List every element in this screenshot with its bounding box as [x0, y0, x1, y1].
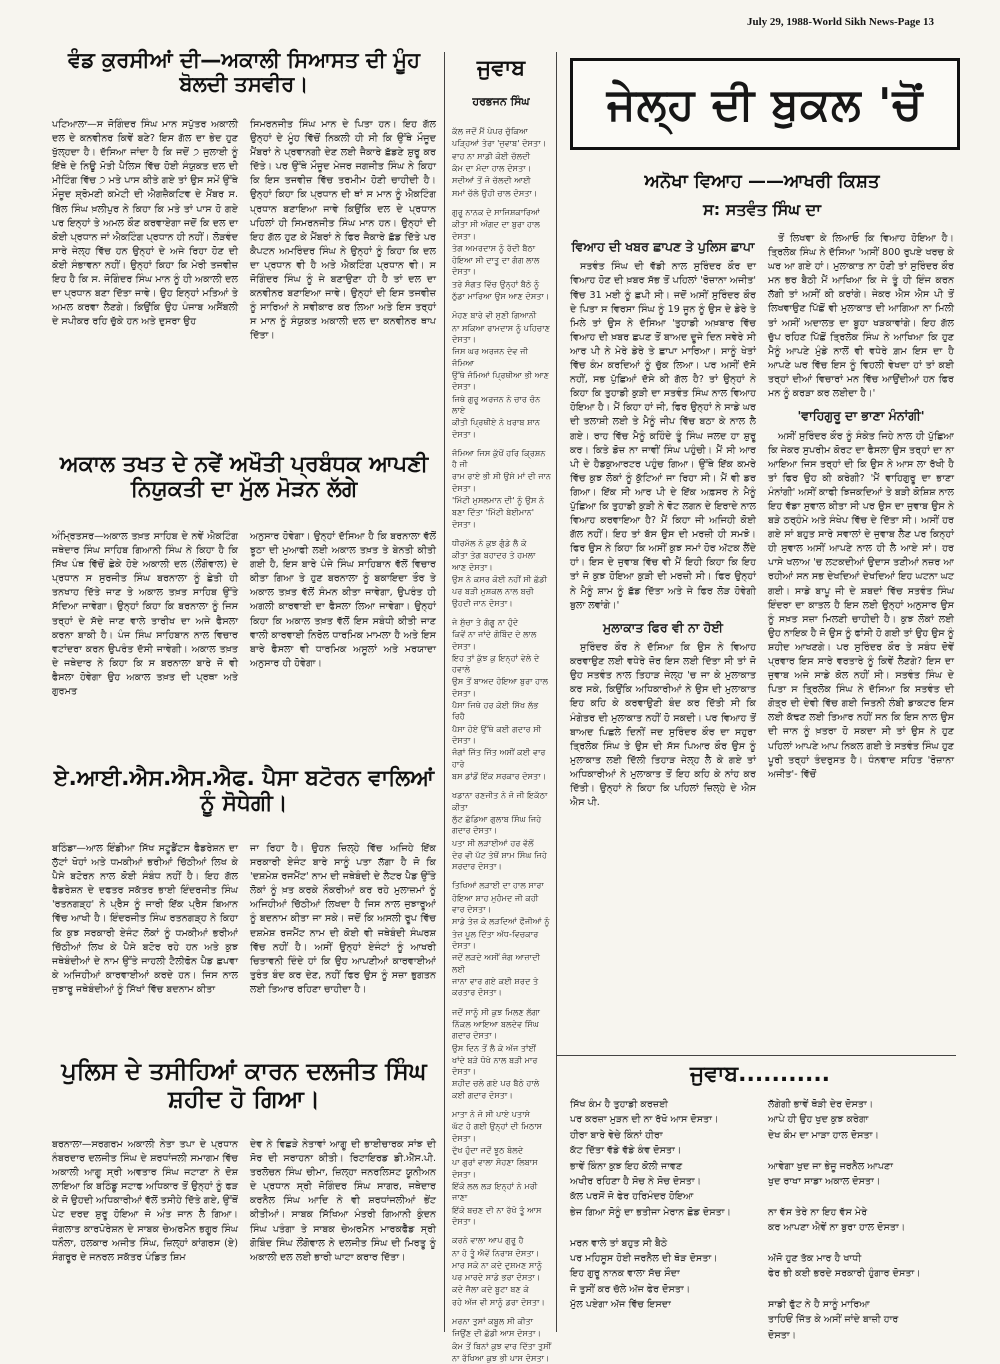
poem-stanza [452, 1235, 552, 1308]
headline-aissf: ਏ.ਆਈ.ਐਸ.ਐਸ.ਐਫ. ਪੈਸਾ ਬਟੋਰਨ ਵਾਲਿਆਂ ਨੂੰ ਸੋਧੇਗੀ। [53, 766, 435, 817]
poem-line: ਘੱਟ ਹੋ ਗਈ ਉਨ੍ਹਾਂ ਦੀ ਮਿਠਾਸ ਦੋਸਤਾ। [452, 1121, 543, 1143]
poem-stanza [452, 1007, 552, 1102]
poem-stanza [452, 880, 552, 998]
poem-stanza [452, 310, 552, 439]
poem-line: ਵਾਹ ਨਾ ਸਾਡੀ ਕੋਈ ਚੱਲਦੀ [452, 150, 531, 161]
poem-line [768, 1237, 954, 1251]
poem-line: ਖਡਾਨਾ ਰਣਜੀਤ ਨੇ ਜੋ ਜੀ ਇਕੱਠਾ ਕੀਤਾ [452, 790, 548, 812]
jail-para-4: ਅਸੀਂ ਸੁਰਿੰਦਰ ਕੌਰ ਨੂੰ ਸੰਕੇਤ ਜਿਹੇ ਨਾਲ ਹੀ ਪੁੱਛਿਆ ਕਿ ਜੇਕਰ ਸੁਪਰੀਮ ਕੋਰਟ ਦਾ ਫੈਸਲਾ ਉਸ ਤਰ੍ਹਾਂ ਦਾ ਨਾ ਆਇਆ ਜਿਸ ਤਰ੍ਹਾਂ ਦੀ ਕਿ ਉਸ ਨੇ ਆਸ ਲਾ ਰੱਖੀ ਹੈ ਤਾਂ ਫਿਰ ਉਹ ਕੀ ਕਰੇਗੀ? 'ਮੈਂ ਵਾਹਿਗੁਰੂ ਦਾ ਭਾਣਾ ਮੰਨਾਂਗੀ' ਅਸੀਂ ਕਾਫੀ ਝਿਜਕਦਿਆਂ ਤੇ ਬੜੀ ਕੋਸ਼ਿਸ਼ ਨਾਲ ਇਹ ਵੱਡਾ ਸੁਵਾਲ ਕੀਤਾ ਸੀ ਪਰ ਉਸ ਦਾ ਜੁਵਾਬ ਉਸ ਨੇ ਬੜੇ ਠਰ੍ਹੰਮੇ ਅਤੇ ਸੰਖੇਪ ਵਿੱਚ ਦੇ ਦਿੱਤਾ ਸੀ। ਅਸੀਂ ਹਰ ਗਏ ਸਾਂ ਬਹੁਤ ਸਾਰੇ ਸਵਾਲਾਂ ਦੇ ਜੁਵਾਬ ਲੈਣ ਪਰ ਕਿਨ੍ਹਾਂ ਹੀ ਸੁਵਾਲ ਅਸੀਂ ਆਪਣੇ ਨਾਲ ਹੀ ਲੈ ਆਏ ਸਾਂ। ਹਰ ਪਾਸੇ ਖਲਾਅ 'ਚ ਲਟਕਦੀਆਂ ਉਦਾਸ ਤਣੀਆਂ ਨਜ਼ਰ ਆ ਰਹੀਆਂ ਸਨ ਸਭ ਦੇਖਦਿਆਂ ਦੇਖਦਿਆਂ ਇਹ ਘਟਨਾ ਘਟ ਗਈ। ਸਾਡੇ ਬਾਪੂ ਜੀ ਦੇ ਸ਼ਬਦਾਂ ਵਿੱਚ ਸਤਵੰਤ ਸਿੰਘ ਇੰਦਰਾ ਦਾ ਕਾਤਲ ਹੈ ਇਸ ਲਈ ਉਨ੍ਹਾਂ ਅਨੁਸਾਰ ਉਸ ਨੂੰ ਸਖ਼ਤ ਸਜ਼ਾ ਮਿਲਣੀ ਚਾਹੀਦੀ ਹੈ। ਕੁਝ ਲੋਕਾਂ ਲਈ ਉਹ ਨਾਇਕ ਹੈ ਜੋ ਉਸ ਨੂੰ ਫਾਂਸੀ ਹੋ ਗਈ ਤਾਂ ਉਹ ਉਸ ਨੂੰ ਸ਼ਹੀਦ ਆਖਣਗੇ। ਪਰ ਸੁਰਿੰਦਰ ਕੌਰ ਤੇ ਸਬੰਧ ਦੋਵੇਂ ਪ੍ਰਵਾਰ ਇਸ ਸਾਰੇ ਵਰਤਾਰੇ ਨੂੰ ਕਿਵੇਂ ਲੈਣਗੇ? ਇਸ ਦਾ ਜੁਵਾਬ ਅਜੇ ਸਾਡੇ ਕੋਲ ਨਹੀਂ ਸੀ। ਸਤਵੰਤ ਸਿੰਘ ਦੇ ਪਿਤਾ ਸ ਤ੍ਰਿਲੋਕ ਸਿੰਘ ਨੇ ਦੱਸਿਆ ਕਿ ਸਤਵੰਤ ਦੀ ਗੋਤ੍ਰ ਦੀ ਦੇਵੀ ਵਿੱਚ ਗਈ ਜਿਤਨੀ ਲੰਬੀ ਡਾਕਟਰ ਇਸ ਲਈ ਕੱਢਣ ਲਈ ਤਿਆਰ ਨਹੀਂ ਸਨ ਕਿ ਇਸ ਨਾਲ ਉਸ ਦੀ ਜਾਨ ਨੂੰ ਖ਼ਤਰਾ ਹੋ ਸਕਦਾ ਸੀ ਤਾਂ ਉਸ ਨੇ ਹੁਣ ਪਹਿਲਾਂ ਆਪਣੇ ਆਪ ਨਿਕਲ ਗਈ ਤੇ ਸਤਵੰਤ ਸਿੰਘ ਹੁਣ ਪੂਰੀ ਤਰ੍ਹਾਂ ਤੰਦਰੁਸਤ ਹੈ। ਧੰਨਵਾਦ ਸਹਿਤ 'ਰੋਜ਼ਾਨਾ ਅਜੀਤ'- ਵਿੱਚੋਂ [768, 430, 954, 780]
poem-line: ਸਾਡੇ ਤੇਜ਼ ਕੇ ਲੜਦਿਆਂ ਫੌਜੀਆਂ ਨੂੰ [452, 916, 550, 927]
poem-line: 'ਮਿੱਟੀ ਮੁਸਲਮਾਨ ਦੀ' ਨੂੰ ਉਸ ਨੇ [452, 495, 545, 506]
poem-line: ਤੇਜ਼ ਪੂਲ ਦਿੱਤਾ ਅੱਧ-ਵਿਚਕਾਰ ਦੋਸਤਾ। [452, 928, 539, 950]
jail-series-title: ਅਨੋਖਾ ਵਿਆਹ ——ਆਖਰੀ ਕਿਸ਼ਤ [644, 171, 880, 192]
article-police-col1: ਬਰਨਾਲਾ—ਸਰਗਰਮ ਅਕਾਲੀ ਨੇਤਾ ਤਪਾ ਦੇ ਪ੍ਰਧਾਨ ਨੰਬਰਦਾਰ ਦਲਜੀਤ ਸਿੰਘ ਦੇ ਸ਼ਰਧਾਂਜਲੀ ਸਮਾਗਮ ਵਿੱਚ ਅਕਾਲੀ ਆਗੂ ਸ੍ਰੀ ਅਵਤਾਰ ਸਿੰਘ ਜਟਾਣਾ ਨੇ ਦੋਸ਼ ਲਾਇਆ ਕਿ ਬਠਿੰਡੂ ਸਟਾਫ ਅਧਿਕਾਰ ਤੋਂ ਉਨ੍ਹਾਂ ਨੂੰ ਫੜ ਕੇ ਜੋ ਉਹਦੀ ਅਧਿਕਾਰੀਆਂ ਵੱਲੋਂ ਤਸੀਹੇ ਦਿੱਤੇ ਗਏ, ਉੱਥੋਂ ਪੇਟ ਦਰਦ ਸ਼ੁਰੂ ਹੋਇਆ ਜੋ ਅੰਤ ਜਾਨ ਲੈ ਗਿਆ। ਜੰਗਲਾਤ ਕਾਰਪੋਰੇਸ਼ਨ ਦੇ ਸਾਬਕ ਚੇਅਰਮੈਨ ਭਗੂਰ ਸਿੰਘ ਧਨੌਲਾ, ਹਲਕਾਰ ਅਜੀਤ ਸਿੰਘ, ਜ਼ਿਲ੍ਹਾਂ ਕਾਂਗਰਸ (ਏ) ਸੰਗਰੂਰ ਦੇ ਜਨਰਲ ਸਕੱਤਰ ਪੰਡਿਤ ਸ਼ਿਮ [52, 1139, 238, 1263]
poem-line: ਉਸ ਨੇ ਕਸਰ ਕੋਈ ਨਹੀਂ ਸੀ ਛੱਡੀ [452, 573, 548, 584]
poem-line: ਕੱਟ ਦਿੱਤਾ ਵੱਡੇ ਵੱਡੇ ਕੰਵ ਦੋਸਤਾ। [570, 1145, 682, 1157]
poem-line: ਕੱਲ ਪਰਸੋਂ ਜੋ ਫੇਰ ਹਰਿਮੰਦਰ ਹੋਇਆ [570, 1191, 694, 1203]
poem-line: ਰਹੇ ਅੱਜ ਵੀ ਸਾਨੂੰ ਡਰਾ ਦੋਸਤਾ। [452, 1296, 545, 1307]
article-takht [52, 530, 436, 748]
poem-line: ਪੈਸਾ ਹੋਏ ਉੱਥੇ ਕਈ ਗਦਾਰ ਸੀ ਦੋਸਤਾ। [452, 723, 542, 745]
poem-line: ਜਿਸ ਘਰ ਅਰਜਨ ਦੇਵ ਜੀ ਜੰਮਿਆ [452, 346, 528, 368]
poem-line: ਲੁੱਟ ਛੱਡਿਆ ਗੁਲਾਬ ਸਿੰਘ ਜਿਹੇ ਗਦਾਰ ਦੋਸਤਾ। [452, 813, 542, 836]
jail-subhead-3: 'ਵਾਹਿਗੁਰੂ ਦਾ ਭਾਣਾ ਮੰਨਾਂਗੀ' [797, 408, 925, 424]
headline-takht: ਅਕਾਲ ਤਖਤ ਦੇ ਨਵੇਂ ਅਖੌਤੀ ਪ੍ਰਬੰਧਕ ਆਪਣੀ ਨਿਯੁਕਤੀ ਦਾ ਮੁੱਲ ਮੋੜਨ ਲੱਗੇ [59, 452, 429, 503]
poem-line: ਪਰ ਮਾਰਦੇ ਸਾਡੇ ਭਰਾ ਦੋਸਤਾ। [452, 1272, 541, 1283]
article-takht-col1: ਅੰਮ੍ਰਿਤਸਰ—ਅਕਾਲ ਤਖ਼ਤ ਸਾਹਿਬ ਦੇ ਨਵੇਂ ਐਕਟਿੰਗ ਜਥੇਦਾਰ ਸਿੰਘ ਸਾਹਿਬ ਗਿਆਨੀ ਸਿੰਘ ਨੇ ਕਿਹਾ ਹੈ ਕਿ ਸਿੱਖ ਪੰਥ ਵਿੱਚੋਂ ਛੇਕੇ ਹੋਏ ਅਕਾਲੀ ਦਲ (ਲੌਂਗੋਵਾਲ) ਦੇ ਪ੍ਰਧਾਨ ਸ ਸੁਰਜੀਤ ਸਿੰਘ ਬਰਨਾਲਾ ਨੂੰ ਛੇਤੀ ਹੀ ਤਨਖਾਹ ਦਿੱਤੇ ਜਾਣ ਤੇ ਅਕਾਲ ਤਖ਼ਤ ਸਾਹਿਬ ਉੱਤੇ ਸੱਦਿਆ ਜਾਵੇਗਾ। ਉਨ੍ਹਾਂ ਕਿਹਾ ਕਿ ਬਰਨਾਲਾ ਨੂੰ ਜਿਸ ਤਰ੍ਹਾਂ ਦੇ ਸੱਦੇ ਜਾਣ ਵਾਲੇ ਤਾਰੀਖ ਦਾ ਅਜੇ ਫੈਸਲਾ ਕਰਨਾ ਬਾਕੀ ਹੈ। ਪੰਜ ਸਿੰਘ ਸਾਹਿਬਾਨ ਨਾਲ ਵਿਚਾਰ ਵਟਾਂਦਰਾ ਕਰਨ ਉਪਰੰਤ ਦੱਸੀ ਜਾਵੇਗੀ। ਅਕਾਲ ਤਖ਼ਤ ਦੇ ਜਥੇਦਾਰ ਨੇ ਕਿਹਾ ਕਿ ਸ ਬਰਨਾਲਾ ਬਾਰੇ ਜੋ ਵੀ ਫੈਸਲਾ ਹੋਵੇਗਾ ਉਹ ਅਕਾਲ ਤਖ਼ਤ ਦੀ ਪ੍ਰਥਾ ਅਤੇ ਗੁਰਮਤ [52, 531, 238, 698]
poem-bottom-col2 [768, 1098, 954, 1341]
article-police [52, 1138, 436, 1338]
poem-line: ਜੋ ਤੁਸੀਂ ਕਰ ਚੱਲੇ ਅੱਜ ਫੇਰ ਦੋਸਤਾ। [570, 1283, 691, 1295]
article-aissf-col2: ਜਾ ਰਿਹਾ ਹੈ। ਉਹਨ ਜ਼ਿਲ੍ਹੇ ਵਿੱਚ ਅਜਿਹੇ ਇੱਕ ਸਰਕਾਰੀ ਏਜੰਟ ਬਾਰੇ ਸਾਨੂੰ ਪਤਾ ਲੱਗਾ ਹੈ ਜੋ ਕਿ 'ਦਸ਼ਮੇਸ਼ ਰਜਮੈਂਟ' ਨਾਮ ਦੀ ਜਥੇਬੰਦੀ ਦੇ ਲੈਟਰ ਪੈਡ ਉੱਤੇ ਲੋਕਾਂ ਨੂੰ ਖ਼ਤ ਕਰਕੇ ਨੌਕਰੀਆਂ ਕਰ ਰਹੇ ਮੁਲਾਜ਼ਮਾਂ ਨੂੰ ਅਜਿਹੀਆਂ ਚਿੱਠੀਆਂ ਲਿਖਦਾ ਹੈ ਜਿਸ ਨਾਲ ਜੁਝਾਰੂਆਂ ਨੂੰ ਬਦਨਾਮ ਕੀਤਾ ਜਾ ਸਕੇ। ਜਦੋਂ ਕਿ ਅਸਲੀ ਰੂਪ ਵਿੱਚ ਦਸ਼ਮੇਸ਼ ਰਜਮੈਂਟ ਨਾਮ ਦੀ ਕੋਈ ਵੀ ਜਥੇਬੰਦੀ ਸੰਘਰਸ਼ ਵਿੱਚ ਨਹੀਂ ਹੈ। ਅਸੀਂ ਉਨ੍ਹਾਂ ਏਜੰਟਾਂ ਨੂੰ ਆਖਰੀ ਚਿਤਾਵਨੀ ਦਿੰਦੇ ਹਾਂ ਕਿ ਉਹ ਆਪਣੀਆਂ ਕਾਰਵਾਈਆਂ ਤੁਰੰਤ ਬੰਦ ਕਰ ਦੇਣ, ਨਹੀਂ ਫਿਰ ਉਸ ਨੂੰ ਸਜ਼ਾ ਭੁਗਤਨ ਲਈ ਤਿਆਰ ਰਹਿਣਾ ਚਾਹੀਦਾ ਹੈ। [250, 843, 436, 995]
poem-line: ਮਰਨ ਵਾਲੇ ਤਾਂ ਬਹੁਤ ਸੀ ਬੈਠੇ [570, 1237, 668, 1249]
poem-line [570, 1221, 756, 1235]
poem-line: ਪਰ ਬੜੀ ਮੁਸ਼ਕਲ ਨਾਲ ਬਚੀ ਉਹਦੀ ਜਾਨ ਦੋਸਤਾ। [452, 586, 534, 608]
poem-line: ਮਰਨਾ ਤੁਸਾਂ ਕਬੂਲ ਸੀ ਕੀਤਾ [452, 1316, 534, 1327]
poem-bottom-title: ਜੁਵਾਬ........... [689, 1062, 831, 1087]
poem-line: ਪਰ ਕਰਜ਼ਾ ਮੁੜਨ ਦੀ ਨਾ ਰੱਖੋ ਆਸ ਦੋਸਤਾ। [570, 1114, 719, 1126]
poem-line: ਕਿਵੇਂ ਨਾ ਜਾਂਦੇ ਗੋਬਿੰਦ ਦੇ ਲਾਲ ਦੋਸਤਾ। [452, 629, 537, 651]
jail-para-3: ਤੋਂ ਲਿਖਵਾ ਕੇ ਲਿਆਓ ਕਿ ਵਿਆਹ ਹੋਇਆ ਹੈ। ਤ੍ਰਿਲੋਕ ਸਿੰਘ ਨੇ ਦੱਸਿਆ 'ਅਸੀਂ 800 ਰੁਪਏ ਖਰਚ ਕੇ ਘਰ ਆ ਗਏ ਹਾਂ। ਮੁਲਾਕਾਤ ਨਾ ਹੋਣੀ ਤਾਂ ਸੁਰਿੰਦਰ ਕੌਰ ਮਨ ਭਰ ਬੈਠੀ ਮੈਂ ਆਖਿਆ ਕਿ ਜੇ ਤੂੰ ਹੀ ਇੰਜ ਕਰਨ ਲੱਗੀ ਤਾਂ ਅਸੀਂ ਕੀ ਕਰਾਂਗੇ। ਜੇਕਰ ਐਸ ਐਸ ਪੀ ਤੋਂ ਲਿਖਵਾਉਣ ਪਿੱਛੋਂ ਵੀ ਮੁਲਾਕਾਤ ਦੀ ਆਗਿਆ ਨਾ ਮਿਲੀ ਤਾਂ ਅਸੀਂ ਅਦਾਲਤ ਦਾ ਬੂਹਾ ਖੜਕਾਵਾਂਗੇ। ਇਹ ਗੱਲ ਚੁੱਪ ਰਹਿਣ ਪਿੱਛੋਂ ਤ੍ਰਿਲੋਕ ਸਿੰਘ ਨੇ ਆਖਿਆ ਕਿ ਹੁਣ ਮੈਨੂੰ ਆਪਣੇ ਮੁੰਡੇ ਨਾਲੋਂ ਵੀ ਵਧੇਰੇ ਗ਼ਮ ਇਸ ਦਾ ਹੈ ਆਪਣੇ ਘਰ ਵਿੱਚ ਇਸ ਨੂੰ ਵਿਹਲੀ ਵੇਖਦਾ ਹਾਂ ਤਾਂ ਕਈ ਤਰ੍ਹਾਂ ਦੀਆਂ ਵਿਚਾਰਾਂ ਮਨ ਵਿੱਚ ਆਉਂਦੀਆਂ ਹਨ ਫਿਰ ਮਨ ਨੂੰ ਕਰੜਾ ਕਰ ਲਈਦਾ ਹੈ।' [768, 233, 954, 400]
poem-line: ਭਾਵੇਂ ਕਿੰਨਾ ਕੁਝ ਇਹ ਕੋਲੀ ਜਾਵਣ [570, 1160, 683, 1172]
poem-line: ਜੰਮਿਆ ਜਿਸ ਕੁੱਖੋਂ ਹਰਿ ਕ੍ਰਿਸ਼ਨ ਹੈ ਜੀ [452, 447, 546, 470]
jail-byline: ਸ: ਸਤਵੰਤ ਸਿੰਘ ਦਾ [703, 200, 821, 219]
article-chairs [52, 118, 436, 438]
article-chairs-col2: ਸਿਮਰਨਜੀਤ ਸਿੰਘ ਮਾਨ ਦੇ ਪਿਤਾ ਹਨ। ਇਹ ਗੱਲ ਉਨ੍ਹਾਂ ਦੇ ਮੂੰਹ ਵਿੱਚੋਂ ਨਿਕਲੀ ਹੀ ਸੀ ਕਿ ਉੱਥੇ ਮੌਜੂਦ ਮੈਂਬਰਾਂ ਨੇ ਪ੍ਰਵਾਨਗੀ ਦੇਣ ਲਈ ਜੈਕਾਰੇ ਛੱਡਣੇ ਸ਼ੁਰੂ ਕਰ ਦਿੱਤੇ। ਪਰ ਉੱਥੇ ਮੌਜੂਦ ਮੇਜਰ ਜਗਜੀਤ ਸਿੰਘ ਨੇ ਕਿਹਾ ਕਿ ਇਸ ਤਜਵੀਜ਼ ਵਿੱਚ ਤਰਮੀਮ ਹੋਣੀ ਚਾਹੀਦੀ ਹੈ। ਉਨ੍ਹਾਂ ਕਿਹਾ ਕਿ ਪ੍ਰਧਾਨ ਦੀ ਥਾਂ ਸ ਮਾਨ ਨੂੰ ਐਕਟਿੰਗ ਪ੍ਰਧਾਨ ਬਣਾਇਆ ਜਾਵੇ ਕਿਉਂਕਿ ਦਲ ਦੇ ਪ੍ਰਧਾਨ ਪਹਿਲਾਂ ਹੀ ਸਿਮਰਨਜੀਤ ਸਿੰਘ ਮਾਨ ਹਨ। ਉਨ੍ਹਾਂ ਦੀ ਇਹ ਗੱਲ ਹੁਣ ਕੇ ਮੈਂਬਰਾਂ ਨੇ ਫਿਰ ਜੈਕਾਰੇ ਛੱਡ ਦਿੱਤੇ ਪਰ ਕੈਪਟਨ ਅਮਰਿੰਦਰ ਸਿੰਘ ਨੇ ਉਨ੍ਹਾਂ ਨੂੰ ਕਿਹਾ ਕਿ ਦਲ ਦਾ ਪ੍ਰਧਾਨ ਵੀ ਹੈ ਅਤੇ ਐਕਟਿੰਗ ਪ੍ਰਧਾਨ ਵੀ। ਸ ਜੋਗਿੰਦਰ ਸਿੰਘ ਨੂੰ ਜੇ ਬਣਾਉਣਾ ਹੀ ਹੈ ਤਾਂ ਦਲ ਦਾ ਕਨਵੀਨਰ ਬਣਾਇਆ ਜਾਵੇ। ਉਨ੍ਹਾਂ ਦੀ ਇਸ ਤਜਵੀਜ਼ ਨੂੰ ਸਾਰਿਆਂ ਨੇ ਸਵੀਕਾਰ ਕਰ ਲਿਆ ਅਤੇ ਇਸ ਤਰ੍ਹਾਂ ਸ ਮਾਨ ਨੂੰ ਸੰਯੁਕਤ ਅਕਾਲੀ ਦਲ ਦਾ ਕਨਵੀਨਰ ਥਾਪ ਦਿੱਤਾ। [250, 119, 436, 342]
poem-stanza [452, 1316, 552, 1364]
poem-line: ਉਸ ਤੋਂ ਬਾਅਦ ਹੋਇਆ ਬੁਰਾ ਹਾਲ ਦੋਸਤਾ। [452, 676, 549, 698]
article-aissf-col1: ਬਠਿੰਡਾ—ਆਲ ਇੰਡੀਆ ਸਿੱਖ ਸਟੂਡੈਂਟਸ ਫੈਡਰੇਸ਼ਨ ਦਾ ਲੁੱਟਾਂ ਖੋਹਾਂ ਅਤੇ ਧਮਕੀਆਂ ਭਰੀਆਂ ਚਿੱਠੀਆਂ ਲਿਖ ਕੇ ਪੈਸੇ ਬਟੋਰਨ ਨਾਲ ਕੋਈ ਸੰਬੰਧ ਨਹੀਂ ਹੈ। ਇਹ ਗੱਲ ਫੈਡਰੇਸ਼ਨ ਦੇ ਦਫਤਰ ਸਕੱਤਰ ਭਾਈ ਇੰਦਰਜੀਤ ਸਿੰਘ 'ਰਤਨਗੜ੍ਹ' ਨੇ ਪ੍ਰੈਸ ਨੂੰ ਜਾਰੀ ਇੱਕ ਪ੍ਰੈਸ ਬਿਆਨ ਵਿੱਚ ਆਖੀ ਹੈ। ਇੰਦਰਜੀਤ ਸਿੰਘ ਰਤਨਗੜ੍ਹ ਨੇ ਕਿਹਾ ਕਿ ਕੁਝ ਸਰਕਾਰੀ ਏਜੰਟ ਲੋਕਾਂ ਨੂੰ ਧਮਕੀਆਂ ਭਰੀਆਂ ਚਿੱਠੀਆਂ ਲਿਖ ਕੇ ਪੈਸੇ ਬਟੋਰ ਰਹੇ ਹਨ ਅਤੇ ਕੁਝ ਜਥੇਬੰਦੀਆਂ ਦੇ ਨਾਮ ਉੱਤੇ ਜਾਹਲੀ ਟੈਲੀਫੋਨ ਪੈਡ ਛਪਵਾ ਕੇ ਅਜਿਹੀਆਂ ਕਾਰਵਾਈਆਂ ਕਰਦੇ ਹਨ। ਜਿਸ ਨਾਲ ਜੁਝਾਰੂ ਜਥੇਬੰਦੀਆਂ ਨੂੰ ਸਿੱਖਾਂ ਵਿੱਚ ਬਦਨਾਮ ਕੀਤਾ [52, 843, 238, 995]
poem-line: ਰਾਮ ਰਾਏ ਭੀ ਸੀ ਉਸੇ ਮਾਂ ਦੀ ਜਾਨ ਦੋਸਤਾ। [452, 471, 552, 493]
poem-line: ਕੰਮ ਦਾ ਮੰਦਾ ਹਾਲ ਦੋਸਤਾ। [452, 162, 532, 173]
poem-line: ਸਾਡੀ ਫੁੱਟ ਨੇ ਹੈ ਸਾਨੂੰ ਮਾਰਿਆ [768, 1299, 870, 1311]
poem-line: ਇਹ ਗੁਰੂ ਨਾਨਕ ਵਾਲਾ ਸੱਚ ਸੌਦਾ [570, 1268, 680, 1280]
poem-line: ਬਸ ਡਾਂਡੋਂ ਇੱਕ ਸਰਕਾਰ ਦੋਸਤਾ। [452, 770, 547, 781]
poem-line: ਦੇਖ ਕੌਮ ਦਾ ਮਾੜਾ ਹਾਲ ਦੋਸਤਾ। [768, 1129, 879, 1141]
poem-line: ਧੀਰਮੱਲ ਨੇ ਕੁਝ ਗੁੰਡੇ ਲੈ ਕੇ [452, 538, 527, 548]
poem-line: ਖਾਂਦੇ ਬੜੇ ਧੋਖੇ ਨਾਲ ਬੜੀ ਮਾਰ ਦੋਸਤਾ। [452, 1054, 538, 1077]
jail-para-2: ਸੁਰਿੰਦਰ ਕੌਰ ਨੇ ਦੱਸਿਆ ਕਿ ਉਸ ਨੇ ਵਿਆਹ ਕਰਵਾਉਣ ਲਈ ਵਧੇਰੇ ਜ਼ੋਰ ਇਸ ਲਈ ਦਿੱਤਾ ਸੀ ਤਾਂ ਜੋ ਉਹ ਸਤਵੰਤ ਨਾਲ ਤਿਹਾੜ ਜੇਲ੍ਹ 'ਚ ਜਾ ਕੇ ਮੁਲਾਕਾਤ ਕਰ ਸਕੇ, ਕਿਉਂਕਿ ਅਧਿਕਾਰੀਆਂ ਨੇ ਉਸ ਦੀ ਮੁਲਾਕਾਤ ਇਹ ਕਹਿ ਕੇ ਕਰਵਾਉਣੀ ਬੰਦ ਕਰ ਦਿੱਤੀ ਸੀ ਕਿ ਮੰਗੇਤਰ ਦੀ ਮੁਲਾਕਾਤ ਨਹੀਂ ਹੋ ਸਕਦੀ। ਪਰ ਵਿਆਹ ਤੋਂ ਬਾਅਦ ਪਿਛਲੇ ਦਿਨੀਂ ਜਦ ਸੁਰਿੰਦਰ ਕੌਰ ਦਾ ਸਹੁਰਾ ਤ੍ਰਿਲੋਕ ਸਿੰਘ ਤੇ ਉਸ ਦੀ ਸੱਸ ਪਿਆਰ ਕੌਰ ਉਸ ਨੂੰ ਮੁਲਾਕਾਤ ਲਈ ਦਿੱਲੀ ਤਿਹਾੜ ਜੇਲ੍ਹ ਲੈ ਕੇ ਗਏ ਤਾਂ ਅਧਿਕਾਰੀਆਂ ਨੇ ਮੁਲਾਕਾਤ ਤੋਂ ਇਹ ਕਹਿ ਕੇ ਨਾਂਹ ਕਰ ਦਿੱਤੀ। ਉਨ੍ਹਾਂ ਨੇ ਕਿਹਾ ਕਿ ਪਹਿਲਾਂ ਜ਼ਿਲ੍ਹੇ ਦੇ ਐਸ ਐਸ ਪੀ. [570, 642, 756, 809]
poem-bottom-col1 [570, 1098, 756, 1338]
poem-stanza [452, 538, 552, 609]
section-rule [556, 1055, 956, 1056]
poem-line: ਉੱਥੇ ਜੰਮਿਆਂ ਪ੍ਰਿਥੀਆ ਭੀ ਆਣ ਦੋਸਤਾ। [452, 369, 549, 392]
poem-line: ਕੱਲ ਜਦੋਂ ਮੈਂ ਪੇਪਰ ਚੁੱਕਿਆ [452, 126, 528, 136]
poem-line: ਜਦੋਂ ਸਾਨੂੰ ਸੀ ਕੁਝ ਮਿਲਣ ਲੱਗਾ [452, 1006, 541, 1017]
article-takht-col2: ਅਨੁਸਾਰ ਹੋਵੇਗਾ। ਉਨ੍ਹਾਂ ਦੱਸਿਆ ਹੈ ਕਿ ਬਰਨਾਲਾ ਵੱਲੋਂ ਝੂਠਾ ਦੀ ਮੁਆਫੀ ਲਈ ਅਕਾਲ ਤਖ਼ਤ ਤੇ ਬੇਨਤੀ ਕੀਤੀ ਗਈ ਹੈ, ਇਸ ਬਾਰੇ ਪੰਜੇ ਸਿੰਘ ਸਾਹਿਬਾਨ ਵੱਲੋਂ ਵਿਚਾਰ ਕੀਤਾ ਗਿਆ ਤੇ ਹੁਣ ਬਰਨਾਲਾ ਨੂੰ ਬਕਾਇਦਾ ਤੌਰ ਤੇ ਅਕਾਲ ਤਖ਼ਤ ਵੱਲੋਂ ਸੰਮਨ ਕੀਤਾ ਜਾਵੇਗਾ, ਉਪਰੰਤ ਹੀ ਅਗਲੀ ਕਾਰਵਾਈ ਦਾ ਫੈਸਲਾ ਲਿਆ ਜਾਵੇਗਾ। ਉਨ੍ਹਾਂ ਕਿਹਾ ਕਿ ਅਕਾਲ ਤਖ਼ਤ ਵੱਲੋਂ ਇਸ ਸਬੰਧੀ ਕੀਤੀ ਜਾਣ ਵਾਲੀ ਕਾਰਵਾਈ ਨਿਰੋਲ ਧਾਰਮਿਕ ਮਾਮਲਾ ਹੈ ਅਤੇ ਇਸ ਬਾਰੇ ਫੈਸਲਾ ਵੀ ਧਾਰਮਿਕ ਅਸੂਲਾਂ ਅਤੇ ਮਰਯਾਦਾ ਅਨੁਸਾਰ ਹੀ ਹੋਵੇਗਾ। [250, 531, 436, 669]
poem-line: ਫੇਰ ਭੀ ਕਈ ਭਰਦੇ ਸਰਕਾਰੀ ਹੁੰਗਾਰ ਦੋਸਤਾ। [768, 1268, 921, 1280]
poem-top-header [452, 56, 550, 109]
poem-line: ਸਿੱਖ ਕੰਮ ਹੈ ਤੁਹਾਡੀ ਕਰਜ਼ਈ [570, 1099, 669, 1110]
poem-stanza [452, 448, 552, 530]
poem-line: ਸਮਾਂ ਚੱਲੇ ਉਹੀ ਚਾਲ ਦੋਸਤਾ। [452, 187, 538, 198]
poem-line: ਆਪੇ ਹੀ ਉਹ ਖੁਦ ਕੁਝ ਕਰੇਗਾ [768, 1114, 869, 1126]
poem-line: ਤਾਹਿਓਂ ਜਿੱਤ ਕੇ ਅਸੀਂ ਜਾਂਦੇ ਬਾਜ਼ੀ ਹਾਰ [768, 1314, 899, 1326]
poem-line: ਪੈਸਾ ਜਿਥੇ ਹਰ ਕੋਈ ਸਿੱਖ ਲੱਭ ਰਿਹੈ [452, 700, 539, 722]
poem-line: ਅੱਜੋ ਹੁਣ ਤੱਕ ਮਾਰ ਹੈ ਖਾਧੀ [768, 1252, 862, 1264]
poem-line: ਕਰ ਆਪਣਾ ਐਵੇਂ ਨਾ ਬੁਰਾ ਹਾਲ ਦੋਸਤਾ। [768, 1222, 906, 1234]
article-chairs-col1: ਪਟਿਆਲਾ—ਸ ਜੋਗਿੰਦਰ ਸਿੰਘ ਮਾਨ ਸਪੁੱਤਰ ਅਕਾਲੀ ਦਲ ਦੇ ਕਨਵੀਨਰ ਕਿਵੇਂ ਬਣੇ? ਇਸ ਗੱਲ ਦਾ ਭੇਦ ਹੁਣ ਖੁੱਲ੍ਹਦਾ ਹੈ। ਦੱਸਿਆ ਜਾਂਦਾ ਹੈ ਕਿ ਜਦੋਂ ੭ ਜੁਲਾਈ ਨੂੰ ਇੱਥੇ ਦੇ ਨਿਊ ਮੋਤੀ ਪੈਲਿਸ ਵਿੱਚ ਹੋਈ ਸੰਯੁਕਤ ਦਲ ਦੀ ਮੀਟਿੰਗ ਵਿੱਚ ੭ ਮਤੇ ਪਾਸ ਕੀਤੇ ਗਏ ਤਾਂ ਉਸ ਸਮੇਂ ਉੱਥੇ ਮੌਜੂਦ ਸ਼੍ਰੋਮਣੀ ਕਮੇਟੀ ਦੀ ਐਗਜ਼ੈਕਟਿਵ ਦੇ ਮੈਂਬਰ ਸ. ਬਿੱਲ ਸਿੰਘ ਖ਼ਲੀਪੁਰ ਨੇ ਕਿਹਾ ਕਿ ਮਤੇ ਤਾਂ ਪਾਸ ਹੋ ਗਏ ਪਰ ਇਨ੍ਹਾਂ ਤੇ ਅਮਲ ਕੌਣ ਕਰਵਾਏਗਾ ਜਦੋਂ ਕਿ ਦਲ ਦਾ ਕੋਈ ਪ੍ਰਧਾਨ ਜਾਂ ਐਕਟਿੰਗ ਪ੍ਰਧਾਨ ਹੀ ਨਹੀਂ। ਲੋੜਵੰਦ ਸਾਰੇ ਜੇਲ੍ਹ ਵਿੱਚ ਹਨ ਉਨ੍ਹਾਂ ਦੇ ਅਜੇ ਰਿਹਾ ਹੋਣ ਦੀ ਕੋਈ ਸੰਭਾਵਨਾ ਨਹੀਂ। ਉਨ੍ਹਾਂ ਕਿਹਾ ਕਿ ਮੇਰੀ ਤਜਵੀਜ਼ ਇਹ ਹੈ ਕਿ ਸ. ਜੋਗਿੰਦਰ ਸਿੰਘ ਮਾਨ ਨੂੰ ਹੀ ਅਕਾਲੀ ਦਲ ਦਾ ਪ੍ਰਧਾਨ ਬਣਾ ਦਿੱਤਾ ਜਾਵੇ। ਉਹ ਇਨ੍ਹਾਂ ਮਤਿਆਂ ਤੇ ਅਮਲ ਕਰਵਾ ਲੈਣਗੇ। ਕਿਉਂਕਿ ਉਹ ਪੰਜਾਬ ਅਸੈਂਬਲੀ ਦੇ ਸਪੀਕਰ ਰਹਿ ਚੁੱਕੇ ਹਨ ਅਤੇ ਦੁਸਰਾ ਉਹ [52, 119, 238, 328]
poem-line: ਕੀਤੀ ਪ੍ਰਿਥੀਏ ਨੇ ਖ਼ਰਾਬ ਸ਼ਾਨ ਦੋਸਤਾ। [452, 417, 541, 439]
poem-line: ਨਿੱਕਲ ਆਇਆ ਬਲਦੇਵ ਸਿੰਘ ਗਦਾਰ ਦੋਸਤਾ। [452, 1018, 539, 1041]
poem-line: ਖੁਦ ਰਾਖਾ ਸਾਡਾ ਅਕਾਲ ਦੋਸਤਾ। [768, 1175, 881, 1187]
article-aissf [52, 842, 436, 1050]
poem-stanza [452, 207, 552, 303]
page-header: July 29, 1988-World Sikh News-Page 13 [746, 16, 934, 28]
poem-stanza [452, 1109, 552, 1227]
poem-line: ਹੀਰਾ ਬਾਰੇ ਵੇਚੇ ਕਿੰਨਾਂ ਹੀਰਾ [570, 1129, 663, 1141]
headline-police: ਪੁਲਿਸ ਦੇ ਤਸੀਹਿਆਂ ਕਾਰਨ ਦਲਜੀਤ ਸਿੰਘ ਸ਼ਹੀਦ ਹੋ ਗਿਆ। [61, 1057, 427, 1113]
poem-line: ਮਾਰ ਸਕੇ ਨਾ ਕਦੇ ਦੁਸ਼ਮਣ ਸਾਨੂੰ [452, 1259, 543, 1270]
poem-line: ਬਣਾ ਦਿੱਤਾ 'ਮਿੱਟੀ ਬੇਈਮਾਨ' ਦੋਸਤਾ। [452, 507, 535, 529]
poem-line: ਦੁੱਖ ਹੁੰਦਾ ਜਦੋਂ ਝੂਠ ਬੋਲਦੇ [452, 1145, 524, 1155]
poem-top-body [452, 126, 552, 1363]
article-police-col2: ਦੇਵ ਨੇ ਵਿਛੜੇ ਨੇਤਾਵਾਂ ਆਗੂ ਦੀ ਭਾਈਚਾਰਕ ਸਾਂਝ ਦੀ ਸੋਰ ਦੀ ਸਰਾਹਨਾ ਕੀਤੀ। ਰਿਟਾਇਰਡ ਡੀ.ਐੱਸ.ਪੀ. ਤਰਲੋਚਨ ਸਿੰਘ ਚੀਮਾ, ਜ਼ਿਲ੍ਹਾ ਜਨਰਲਿਸਟ ਯੂਨੀਅਨ ਦੇ ਪ੍ਰਧਾਨ ਸ੍ਰੀ ਜੋਗਿੰਦਰ ਸਿੰਘ ਸਾਗਰ, ਜਥੇਦਾਰ ਕਰਨੈਲ ਸਿੰਘ ਆਦਿ ਨੇ ਵੀ ਸ਼ਰਧਾਂਜਲੀਆਂ ਭੇਂਟ ਕੀਤੀਆਂ। ਸਾਬਕ ਸਿੱਖਿਆ ਮੰਤਰੀ ਗਿਆਨੀ ਕੁੰਦਨ ਸਿੰਘ ਪਤੰਗਾ ਤੇ ਸਾਬਕ ਚੇਅਰਮੈਨ ਮਾਰਕਫੈੱਡ ਸ੍ਰੀ ਗੋਬਿੰਦ ਸਿੰਘ ਲੌਂਗੋਵਾਲ ਨੇ ਦਲਜੀਤ ਸਿੰਘ ਦੀ ਮਿਰਤੂ ਨੂੰ ਅਕਾਲੀ ਦਲ ਲਈ ਭਾਰੀ ਘਾਟਾ ਕਰਾਰ ਦਿੱਤਾ। [250, 1139, 436, 1263]
poem-stanza [452, 617, 552, 782]
poem-line: ਕਦੇ ਜੈਲਾ ਕਦੇ ਬੂਟਾ ਬਣ ਕੇ [452, 1284, 529, 1295]
column-rule [556, 52, 557, 1332]
poem-top-title: ਜੁਵਾਬ [476, 56, 526, 81]
poem-line: ਨਾ ਸਕਿਆ ਰਾਮਦਾਸ ਨੂੰ ਪਹਿਚਾਣ ਦੋਸਤਾ। [452, 322, 550, 344]
column-rule [444, 52, 445, 1332]
poem-line: ਦੇਰ ਵੀ ਪੱਟ ਤੇਥੋਂ ਸ਼ਾਮ ਸਿੰਘ ਜਿਹੇ ਸਰਦਾਰ ਦੋਸਤਾ। [452, 849, 548, 872]
poem-line: ਭੇਜ ਗਿਆ ਸੋਨੂੰ ਦਾ ਭਤੀਜਾ ਮੇਰਾਨ ਛੋਡ ਦੋਸਤਾ। [570, 1206, 731, 1218]
poem-line: ਜਦੋਂ ਲੜਦੇ ਅਸੀਂ ਜੰਗ ਆਜ਼ਾਦੀ ਲਈ [452, 952, 540, 974]
poem-line: ਸ਼ਹੀਦ ਚਲੇ ਗਏ ਪਰ ਬੈਠੇ ਹਾਲੇ ਕਈ ਗਦਾਰ ਦੋਸਤਾ। [452, 1078, 540, 1100]
poem-line: ਜਾਨਾ ਵਾਰ ਗਏ ਕਈ ਸ਼ਰਦ ਤੇ ਕਰਤਾਰ ਦੋਸਤਾ। [452, 975, 539, 998]
poem-top-author: ਹਰਭਜਨ ਸਿੰਘ [472, 95, 530, 109]
poem-line: ਜਿਥੇ ਗੁਰੂ ਅਰਜਨ ਨੇ ਚਾਰ ਚੰਨ ਲਾਏ [452, 393, 541, 415]
poem-line: ਦੋਸਤਾ। [768, 1329, 797, 1341]
poem-line: ਕੀਤਾ ਤੇਗ ਬਹਾਦਰ ਤੇ ਹਮਲਾ ਆਣ ਦੋਸਤਾ। [452, 550, 536, 572]
poem-line [768, 1144, 954, 1158]
poem-line: ਅਖੀਰ ਰਹਿਣਾ ਹੈ ਸੋਚ ਨੇ ਸੋਚ ਦੋਸਤਾ। [570, 1175, 702, 1187]
poem-line: ਉਸ ਦਿਨ ਤੋਂ ਲੈ ਕੇ ਅੱਜ ਤਾਂਈਂ [452, 1042, 537, 1053]
poem-line: ਇੱਕੋ ਲਲ ਲੜ ਇਨ੍ਹਾਂ ਨੇ ਮਰੀ ਜਾਣਾ [452, 1180, 538, 1203]
poem-line: ਮੁੱਲ ਪਏਗਾ ਅੱਜ ਵਿੱਚ ਇਸਦਾ [570, 1299, 671, 1311]
poem-stanza [452, 126, 552, 199]
masthead-title: ਜੇਲ੍ਹ ਦੀ ਬੁਕਲ 'ਚੋਂ [606, 78, 924, 130]
poem-line: ਇਹ ਤਾਂ ਕੁੱਝ ਕੁ ਇਨ੍ਹਾਂ ਵੇਲੇ ਦੇ ਹਵਾਲੇ [452, 652, 540, 675]
jail-subhead-1: ਵਿਆਹ ਦੀ ਖਬਰ ਛਾਪਣ ਤੇ ਪੁਲਿਸ ਛਾਪਾ [571, 239, 755, 254]
poem-line: ਲੱਗੇਗੀ ਭਾਵੇਂ ਥੋੜੀ ਦੇਰ ਦੋਸਤਾ। [768, 1099, 874, 1110]
poem-line: ਨਾ ਵੱਸ ਤੇਰੇ ਨਾ ਇਹ ਵੱਸ ਮੇਰੇ [768, 1206, 868, 1218]
poem-line: ਗੁਰੂ ਨਾਨਕ ਦੇ ਸਾਜਿਸ਼ਕਾਰਿਆਂ [452, 206, 540, 217]
poem-line: ਹੋਇਆ ਸੀ ਦਾਤੂ ਦਾ ਗੰਗ ਲਾਲ ਦੋਸਤਾ। [452, 255, 540, 277]
poem-line: ਆਵੇਗਾ ਖੁਦ ਜਾ ਭੇਜੂ ਜਰਨੈਲ ਆਪਣਾ [768, 1160, 894, 1172]
poem-line: ਜੰਗਾਂ ਜਿੱਤ ਜਿੱਤ ਅਸੀਂ ਕਈ ਵਾਰ ਹਾਰੇ [452, 747, 546, 769]
poem-line: ਤੇਗ ਅਮਰਦਾਸ ਨੂੰ ਰੱਦੀ ਬੈਠਾ [452, 242, 536, 253]
jail-subhead-2: ਮੁਲਾਕਾਤ ਫਿਰ ਵੀ ਨਾ ਹੋਈ [603, 619, 723, 635]
jail-para-1: ਸਤਵੰਤ ਸਿੰਘ ਦੀ ਵੱਡੀ ਨਾਲ ਸੁਰਿੰਦਰ ਕੌਰ ਦਾ ਵਿਆਹ ਹੋਣ ਦੀ ਖ਼ਬਰ ਸੱਭ ਤੋਂ ਪਹਿਲਾਂ 'ਰੋਜ਼ਾਨਾ ਅਜੀਤ' ਵਿੱਚ 31 ਮਈ ਨੂੰ ਛਪੀ ਸੀ। ਜਦੋਂ ਅਸੀਂ ਸੁਰਿੰਦਰ ਕੌਰ ਦੇ ਪਿਤਾ ਸ ਵਿਰਸਾ ਸਿੰਘ ਨੂੰ 19 ਜੂਨ ਨੂੰ ਉਸ ਦੇ ਡੇਰੇ ਤੇ ਮਿਲੇ ਤਾਂ ਉਸ ਨੇ ਦੱਸਿਆ 'ਤੁਹਾਡੀ ਅਖ਼ਬਾਰ ਵਿੱਚ ਵਿਆਹ ਦੀ ਖ਼ਬਰ ਛਪਣ ਤੋਂ ਬਾਅਦ ਦੂਜੇ ਦਿਨ ਸਵੇਰੇ ਸੀ ਆਰ ਪੀ ਨੇ ਮੇਰੇ ਡੇਰੇ ਤੇ ਛਾਪਾ ਮਾਰਿਆ। ਸਾਨੂੰ ਖੇਤਾਂ ਵਿੱਚ ਕੰਮ ਕਰਦਿਆਂ ਨੂੰ ਚੁੱਕ ਲਿਆ। ਪਰ ਅਸੀਂ ਦੱਸੋ ਨਹੀਂ, ਸਭ ਪੁੱਛਿਆਂ ਦੱਸੇ ਕੀ ਗੱਲ ਹੈ? ਤਾਂ ਉਨ੍ਹਾਂ ਨੇ ਕਿਹਾ ਕਿ ਤੁਹਾਡੀ ਕੁੜੀ ਦਾ ਸਤਵੰਤ ਸਿੰਘ ਨਾਲ ਵਿਆਹ ਹੋਇਆ ਹੈ। ਮੈਂ ਕਿਹਾ ਹਾਂ ਜੀ, ਫਿਰ ਉਨ੍ਹਾਂ ਨੇ ਸਾਡੇ ਘਰ ਦੀ ਤਲਾਸ਼ੀ ਲਈ ਤੇ ਮੈਨੂੰ ਜੀਪ ਵਿੱਚ ਬਠਾ ਕੇ ਨਾਲ ਲੈ ਗਏ। ਰਾਹ ਵਿੱਚ ਮੈਨੂੰ ਕਹਿੰਦੇ ਤੂੰ ਸਿੰਘ ਜਲਦ ਹਾ ਸ਼ੁਰੂ ਕਰ। ਕਿਤੇ ਡੋਜ਼ ਨਾ ਜਾਵੀਂ ਸਿੰਘ ਪਹੁੰਚੀ। ਮੈਂ ਸੀ ਆਰ ਪੀ ਦੇ ਹੈਡਕੁਆਰਟਰ ਪਹੁੰਚ ਗਿਆ। ਉੱਥੇ ਇੱਕ ਕਮਰੇ ਵਿੱਚ ਕੁਝ ਲੋਕਾਂ ਨੂੰ ਕੁੱਟਿਆਂ ਜਾ ਰਿਹਾ ਸੀ। ਮੈਂ ਵੀ ਡਰ ਗਿਆ। ਇੱਕ ਸੀ ਆਰ ਪੀ ਦੇ ਇੱਕ ਅਫ਼ਸਰ ਨੇ ਮੈਨੂੰ ਪੁੱਛਿਆ ਕਿ ਤੁਹਾਡੀ ਕੁੜੀ ਨੇ ਵੋਟ ਲਗਨ ਦੇ ਇਰਾਦੇ ਨਾਲ ਵਿਆਹ ਕਰਵਾਇਆ ਹੈ? ਮੈਂ ਕਿਹਾ ਜੀ ਅਜਿਹੀ ਕੋਈ ਗੱਲ ਨਹੀਂ। ਇਹ ਤਾਂ ਬੱਸ ਉਸ ਦੀ ਮਰਜ਼ੀ ਹੀ ਸਮਝੋ। ਫਿਰ ਉਸ ਨੇ ਕਿਹਾ ਕਿ ਅਸੀਂ ਕੁਝ ਸਮਾਂ ਹੋਰ ਅੱਟਕ ਲੈਂਦੇ ਹਾਂ। ਇਸ ਦੇ ਜੁਵਾਬ ਵਿੱਚ ਵੀ ਮੈਂ ਇਹੀ ਕਿਹਾ ਕਿ ਇਹ ਤਾਂ ਜੋ ਕੁਝ ਹੋਇਆ ਕੁੜੀ ਦੀ ਮਰਜ਼ੀ ਸੀ। ਫਿਰ ਉਨ੍ਹਾਂ ਨੇ ਮੈਨੂੰ ਸ਼ਾਮ ਨੂੰ ਛੱਡ ਦਿੱਤਾ ਅਤੇ ਜੇ ਫਿਰ ਲੋੜ ਹੋਵੇਗੀ ਬੁਲਾ ਲਵਾਂਗੇ।' [570, 261, 756, 611]
poem-line: ਪੜ੍ਹਿਆਂ ਤੇਰਾ 'ਜੁਵਾਬ' ਦੋਸਤਾ। [452, 138, 547, 149]
poem-line: ਨਾ ਹੋ ਤੂੰ ਐਵੇਂ ਨਿਰਾਸ਼ ਦੋਸਤਾ। [452, 1247, 540, 1258]
headline-chairs: ਵੰਡ ਕੁਰਸੀਆਂ ਦੀ—ਅਕਾਲੀ ਸਿਆਸਤ ਦੀ ਮੂੰਹ ਬੋਲਦੀ ਤਸਵੀਰ। [68, 48, 420, 97]
poem-line: ਜੇ ਸੁੱਚਾ ਤੇ ਗੰਗੂ ਨਾ ਹੁੰਦੇ [452, 616, 519, 627]
poem-line: ਇੱਕੋ ਬਚਣ ਦੀ ਨਾ ਰੱਖੋ ਤੂੰ ਆਸ ਦੋਸਤਾ। [452, 1204, 542, 1226]
poem-line: ਹੋਇਆ ਸ਼ਾਹ ਮੁਹੰਮਦ ਜੀ ਕਹੀ ਵਾਰ ਦੋਸਤਾ। [452, 892, 539, 915]
article-jail-col2 [768, 232, 954, 1047]
poem-line: ਮੋਹਣ ਬਾਰੇ ਵੀ ਸੁਣੀ ਗਿਆਨੀ [452, 310, 537, 321]
poem-line: ਤਰੇ ਸੰਗਤ ਵਿੱਚ ਉਨ੍ਹਾਂ ਬੈਠੇ ਨੂੰ [452, 278, 540, 289]
poem-line: ਪਤਾ ਸੀ ਲੜਾਈਆਂ ਹਰ ਵੱਲੋਂ [452, 837, 534, 848]
article-jail [570, 232, 954, 1047]
poem-line [768, 1283, 954, 1297]
poem-stanza [452, 790, 552, 872]
poem-bottom [570, 1098, 954, 1341]
poem-line: ਮਾਤਾ ਨੇ ਜੋ ਸੀ ਪਾਏ ਪਤਾਸੇ [452, 1109, 531, 1120]
poem-line: ਪਰ ਮਹਿਸੂਸ ਹੋਈ ਜਰਨੈਲ ਦੀ ਥੋੜ ਦੋਸਤਾ। [570, 1252, 718, 1264]
poem-line [768, 1190, 954, 1204]
poem-line: ਸਦੀਆਂ ਤੋਂ ਜੋ ਚੱਲਦੀ ਆਈ [452, 175, 531, 186]
poem-line: ਕੀਤਾ ਸੀ ਅੰਗਦ ਦਾ ਬੁਰਾ ਹਾਲ ਦੋਸਤਾ। [452, 219, 540, 241]
article-jail-col1 [570, 232, 756, 1047]
poem-line: ਕੰਮ ਤੋਂ ਬਿਨਾਂ ਕੁਝ ਵਾਰ ਦਿੱਤਾ ਤੁਸੀਂ [452, 1340, 552, 1351]
poem-line: ਨਾ ਰੱਖਿਆ ਕੁਝ ਭੀ ਪਾਸ ਦੋਸਤਾ। [452, 1353, 550, 1363]
masthead-box [570, 58, 960, 150]
poem-line: ਤਿਖਿਆਂ ਲੜਾਈ ਦਾ ਹਾਲ ਸਾਰਾ [452, 880, 544, 891]
poem-line: ਕਰਨੇ ਵਾਲਾ ਆਪ ਗੁਰੂ ਹੈ [452, 1235, 524, 1246]
poem-line: ਠੁੱਡਾ ਮਾਰਿਆ ਉਸ ਆਣ ਦੋਸਤਾ। [452, 291, 550, 302]
poem-line: ਪਾ ਗੁਰਾਂ ਵਾਲਾ ਸੋਹਣਾ ਲਿਬਾਸ ਦੋਸਤਾ। [452, 1157, 538, 1179]
poem-line: ਜਿਉਂਣ ਦੀ ਛੱਡੀ ਆਸ ਦੋਸਤਾ। [452, 1328, 542, 1339]
